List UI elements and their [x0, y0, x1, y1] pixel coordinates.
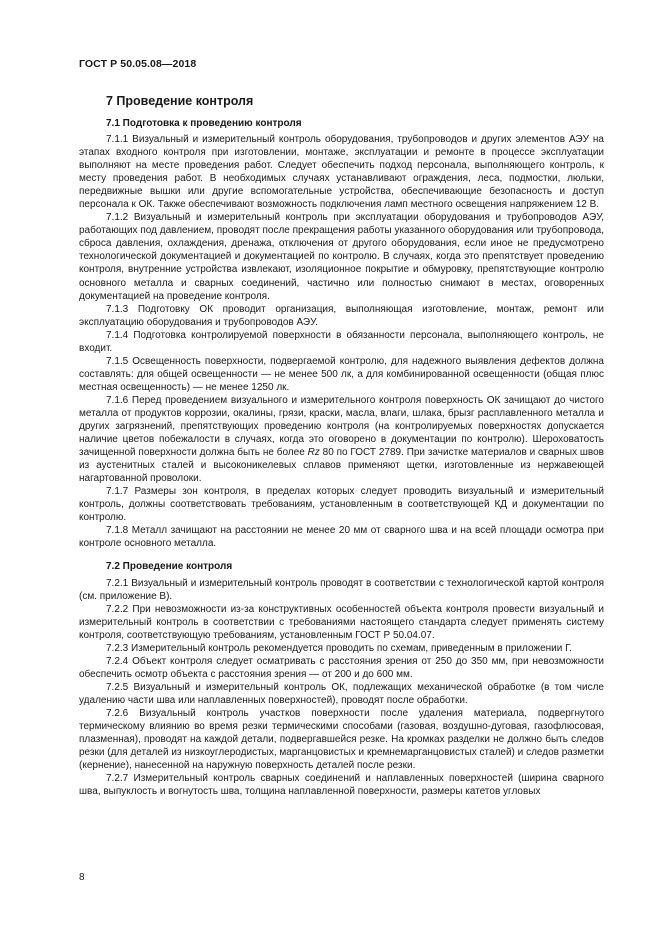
paragraph-7-2-4: 7.2.4 Объект контроля следует осматривать с расстояния зрения от 250 до 350 мм, при невозможности обеспечить осмотр объекта с расстояния зрения — от 200 и до 600 мм. — [79, 655, 604, 680]
roughness-symbol: Rz — [307, 447, 320, 459]
subsection-title-7-2: 7.2 Проведение контроля — [106, 560, 233, 572]
paragraph-7-1-2: 7.1.2 Визуальный и измерительный контроль при эксплуатации оборудования и трубопроводов АЭУ, работающих под давлением, проводят после прекращения работы указанного оборудования или трубопровода, сброса давления, охлаждения, дренажа, отключения от другого оборудования, если иное не предусмотрено технологической документацией и документацией по контролю. В случаях, когда это препятствует проведению контроля, внутренние устройства извлекают, изоляционное покрытие и обмуровку, препятствующие контролю основного металла и сварных соединений, частично или полностью снимают в местах, оговоренных документацией на проведение контроля. — [79, 212, 604, 302]
paragraph-7-2-3: 7.2.3 Измерительный контроль рекомендуется проводить по схемам, приведенным в приложении Г. — [106, 642, 573, 654]
paragraph-7-2-5: 7.2.5 Визуальный и измерительный контроль ОК, подлежащих механической обработке (в том числе удалению части шва или наплавленных поверхностей), проводят после обработки. — [79, 681, 604, 706]
paragraph-7-1-3: 7.1.3 Подготовку ОК проводит организация, выполняющая изготовление, монтаж, ремонт или эксплуатацию оборудования и трубопроводов АЭУ. — [79, 303, 604, 328]
paragraph-7-1-6-part2: 80 по ГОСТ 2789. При зачистке материалов и сварных швов из аустенитных сталей и высоконикелевых сплавов применяют щетки, изготовленные из нержавеющей нагартованной проволоки. — [79, 447, 604, 485]
paragraph-7-1-8: 7.1.8 Металл зачищают на расстоянии не менее 20 мм от сварного шва и на всей площади осмотра при контроле основного металла. — [79, 525, 604, 550]
paragraph-7-1-5: 7.1.5 Освещенность поверхности, подвергаемой контролю, для надежного выявления дефектов должна составлять: для общей освещенности — не менее 500 лк, а для комбинированной освещенности (общая плюс местная освещенность) — не менее 1250 лк. — [79, 355, 604, 393]
paragraph-7-2-2: 7.2.2 При невозможности из-за конструктивных особенностей объекта контроля провести визуальный и измерительный контроль в соответствии с требованиями настоящего стандарта следует применять систему контроля, соответствующую требованиям, установленным ГОСТ Р 50.04.07. — [79, 603, 604, 641]
paragraph-7-1-4: 7.1.4 Подготовка контролируемой поверхности в обязанности персонала, выполняющего контроль, не входит. — [79, 329, 604, 354]
paragraph-7-1-7: 7.1.7 Размеры зон контроля, в пределах которых следует проводить визуальный и измерительный контроль, должны соответствовать требованиям, установленным в соответствующей КД и документации по контролю. — [79, 486, 604, 524]
paragraph-7-2-1: 7.2.1 Визуальный и измерительный контроль проводят в соответствии с технологической картой контроля (см. приложение В). — [79, 577, 604, 602]
document-body — [79, 93, 604, 798]
paragraph-7-1-1: 7.1.1 Визуальный и измерительный контроль оборудования, трубопроводов и других элементов АЭУ на этапах входного контроля при изготовлении, монтаже, эксплуатации и ремонте в процессе эксплуатации выполняют на месте проведения работ. Следует обеспечить подход персонала, выполняющего контроль, к месту проведения работ. В необходимых случаях устанавливают ограждения, леса, подмостки, люльки, передвижные вышки или другие вспомогательные устройства, обеспечивающие безопасность и доступ персонала к ОК. Также обеспечивают возможность подключения ламп местного освещения напряжением 12 В. — [79, 134, 604, 211]
page-number: 8 — [79, 872, 85, 883]
document-header: ГОСТ Р 50.05.08—2018 — [79, 58, 197, 70]
subsection-title-7-1: 7.1 Подготовка к проведению контроля — [106, 118, 302, 129]
section-title: 7 Проведение контроля — [106, 94, 254, 108]
paragraph-7-1-6-part1: 7.1.6 Перед проведением визуального и измерительного контроля поверхность ОК зачищают до чистого металла от продуктов коррозии, окалины, грязи, краски, масла, влаги, шлака, брызг расплавленного металла и других загрязнений, препятствующих проведению контроля (на контролируемых поверхностях допускается наличие цветов побежалости в случаях, когда это оговорено в документации по контролю). Шероховатость зачищенной поверхности должна быть не более — [79, 394, 604, 459]
paragraph-7-1-6 — [79, 394, 604, 485]
paragraph-7-2-7: 7.2.7 Измерительный контроль сварных соединений и наплавленных поверхностей (ширина сварного шва, выпуклость и вогнутость шва, толщина наплавленной поверхности, размеры катетов угловых — [79, 773, 604, 798]
paragraph-7-2-6: 7.2.6 Визуальный контроль участков поверхности после удаления материала, подвергнутого термическому влиянию во время резки термическими способами (газовая, воздушно-дуговая, газофлюсовая, плазменная), проводят на каждой детали, подвергавшейся резке. На кромках разделки не должно быть следов резки (для деталей из низкоуглеродистых, марганцовистых и кремнемарганцовистых сталей) и следов разметки (кернение), нанесенной на наружную поверхность деталей после резки. — [79, 707, 604, 772]
